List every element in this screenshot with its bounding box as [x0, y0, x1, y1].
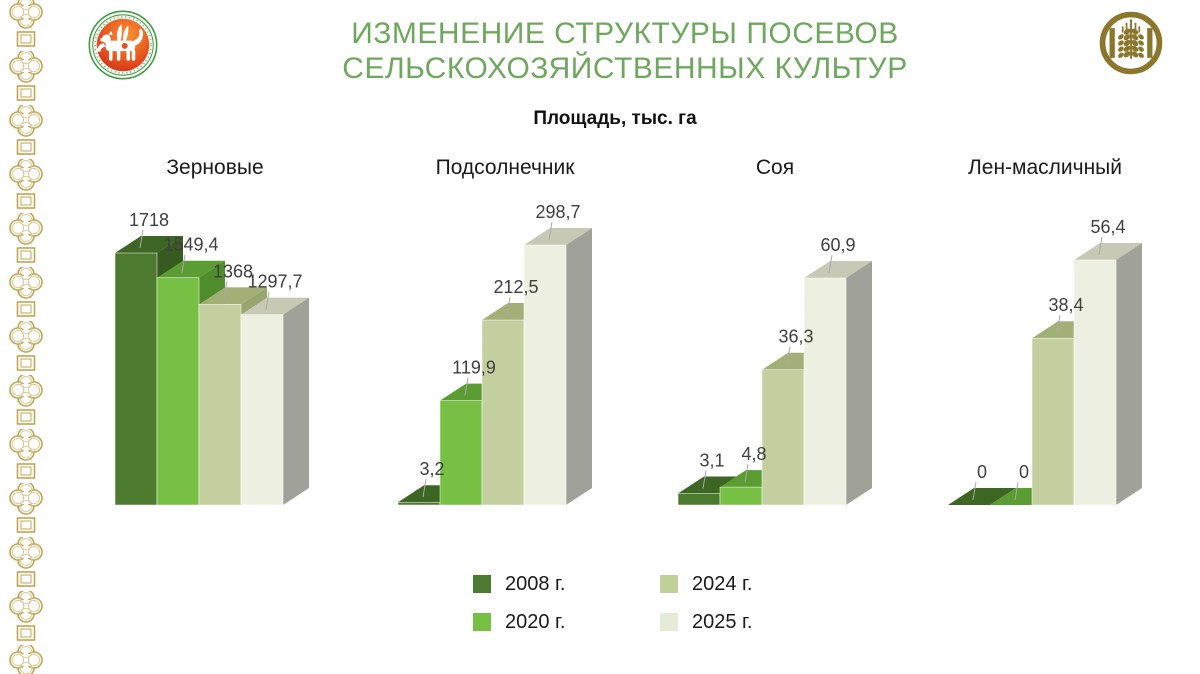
page-title [290, 16, 960, 86]
bar-value-label: 36,3 [778, 326, 814, 347]
bar-front-face [720, 487, 762, 505]
chart-canvas-sunflower [380, 140, 630, 540]
bar-value-label: 1718 [128, 210, 170, 230]
chart-title: Подсолнечник [435, 156, 575, 179]
bar-front-face [115, 253, 157, 505]
bar-value-label: 60,9 [820, 235, 856, 255]
bar-value-label: 119,9 [452, 357, 496, 378]
bar-front-face [157, 278, 199, 505]
left-ornament-border [0, 0, 56, 674]
bar-value-label: 0 [1018, 462, 1030, 482]
chart-canvas-oil-flax [920, 140, 1170, 540]
bar-front-face [199, 304, 241, 505]
legend-swatch-2024 [660, 575, 678, 593]
chart-legend [473, 572, 753, 633]
legend-item-2020 [473, 610, 660, 633]
chart-group-soy [650, 140, 900, 540]
bar-front-face [241, 315, 283, 505]
bar-front-face [482, 320, 524, 505]
bar-value-label: 298,7 [535, 202, 581, 222]
legend-item-2008 [473, 572, 660, 595]
bar-front-face [804, 278, 846, 505]
legend-item-2025 [660, 610, 753, 633]
bar-value-label: 1549,4 [163, 234, 219, 255]
chart-units-subtitle: Площадь, тыс. га [533, 108, 697, 129]
legend-swatch-2008 [473, 575, 491, 593]
bar-front-face [440, 401, 482, 505]
legend-swatch-2020 [473, 613, 491, 631]
legend-label: 2024 г. [692, 572, 753, 595]
bar-side-face [846, 261, 872, 505]
bar-value-label: 56,4 [1090, 217, 1126, 237]
bar-side-face [1116, 243, 1142, 505]
chart-title: Зерновые [166, 156, 264, 179]
legend-item-2024 [660, 572, 753, 595]
tatarstan-coat-of-arms-icon [88, 10, 158, 80]
bar-front-face [1032, 338, 1074, 505]
bar-value-label: 0 [976, 462, 988, 482]
chart-canvas-soy [650, 140, 900, 540]
page-title-line1: ИЗМЕНЕНИЕ СТРУКТУРЫ ПОСЕВОВ [351, 17, 899, 50]
bar-front-face [762, 370, 804, 505]
bar-side-face [566, 228, 592, 505]
page-title-line2: СЕЛЬСКОХОЗЯЙСТВЕННЫХ КУЛЬТУР [342, 52, 908, 85]
chart-canvas-grains [90, 140, 340, 540]
chart-group-sunflower [380, 140, 630, 540]
legend-label: 2025 г. [692, 610, 753, 633]
legend-label: 2020 г. [505, 610, 566, 633]
bar-value-label: 3,1 [699, 450, 725, 471]
bar-value-label: 3,2 [419, 459, 445, 480]
legend-swatch-2025 [660, 613, 678, 631]
bar-front-face [678, 493, 720, 505]
chart-group-oil-flax [920, 140, 1170, 540]
bar-value-label: 1297,7 [247, 271, 303, 292]
chart-title: Соя [755, 156, 795, 179]
chart-title: Лен-масличный [967, 156, 1122, 179]
agriculture-wheat-emblem-icon [1096, 8, 1166, 78]
bar-value-label: 38,4 [1048, 295, 1084, 316]
bar-value-label: 4,8 [741, 444, 767, 465]
legend-label: 2008 г. [505, 572, 566, 595]
bar-front-face [398, 502, 440, 505]
bar-value-label: 212,5 [493, 277, 539, 298]
chart-group-grains [90, 140, 340, 540]
bar-value-label: 1368 [212, 261, 254, 282]
bar-side-face [283, 298, 309, 505]
